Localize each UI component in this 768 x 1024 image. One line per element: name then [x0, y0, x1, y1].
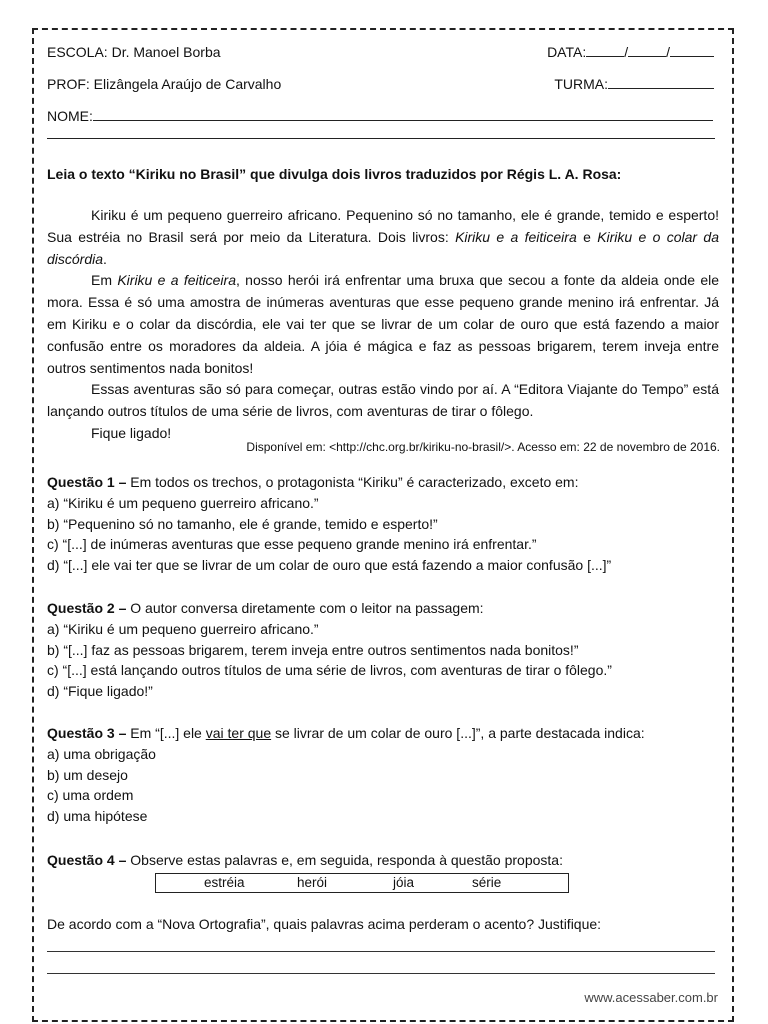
question-4-label: Questão 4 – — [47, 852, 127, 868]
date-field[interactable]: DATA: / / — [547, 43, 714, 61]
question-4-text: De acordo com a “Nova Ortografia”, quais palavras acima perderam o acento? Justifique: — [47, 916, 602, 932]
question-2-prompt: O autor conversa diretamente com o leitor na passagem: — [126, 600, 484, 616]
answer-line-1[interactable] — [47, 951, 715, 952]
class-field[interactable] — [554, 75, 714, 93]
q2-option-b[interactable]: b) “[...] faz as pessoas brigarem, terem inveja entre outros sentimentos nada bonitos!” — [47, 641, 579, 658]
question-4-prompt: Observe estas palavras e, em seguida, responda à questão proposta: — [126, 852, 563, 868]
q2-option-d[interactable]: d) “Fique ligado!” — [47, 683, 153, 700]
question-2 — [47, 598, 719, 702]
paragraph-1: Kiriku é um pequeno guerreiro africano. Pequenino só no tamanho, ele é grande, temido e esperto! Sua estréia no Brasil será por meio da Literatura. Dois livros: Kiriku e a feiticeira e Kiriku e o colar da discórdia. — [47, 207, 719, 267]
q3-option-b[interactable]: b) um desejo — [47, 766, 128, 783]
school-field: ESCOLA: Dr. Manoel Borba — [47, 44, 221, 60]
question-1-prompt: Em todos os trechos, o protagonista “Kiriku” é caracterizado, exceto em: — [126, 474, 579, 490]
source-citation: Disponível em: <http://chc.org.br/kiriku-no-brasil/>. Acesso em: 22 de novembro de 2016. — [246, 440, 720, 454]
word-2: herói — [297, 875, 328, 890]
word-4: série — [472, 875, 502, 890]
q3-option-a[interactable]: a) uma obrigação — [47, 745, 156, 762]
q3-option-d[interactable]: d) uma hipótese — [47, 808, 148, 825]
q2-option-a[interactable]: a) “Kiriku é um pequeno guerreiro africano.” — [47, 620, 319, 637]
reading-text — [47, 205, 719, 445]
class-label: TURMA: — [554, 76, 608, 92]
reading-instruction: Leia o texto “Kiriku no Brasil” que divulga dois livros traduzidos por Régis L. A. Rosa: — [47, 166, 622, 182]
paragraph-2: Em Kiriku e a feiticeira, nosso herói irá enfrentar uma bruxa que secou a fonte da aldeia onde ele mora. Essa é só uma amostra de inúmeras aventuras que esse pequeno grande menino irá enfrentar. Já em Kiriku e o colar da discórdia, ele vai ter que se livrar de um colar de ouro que está fazendo a maior confusão entre os moradores da aldeia. A jóia é mágica e faz as pessoas brigarem, terem inveja entre outros sentimentos nada bonitos! — [47, 272, 720, 376]
question-1 — [47, 472, 719, 576]
word-1: estréia — [204, 875, 245, 890]
paragraph-4: Fique ligado! — [91, 424, 172, 441]
date-label: DATA: — [547, 44, 587, 60]
word-3: jóia — [393, 875, 415, 890]
question-3-label: Questão 3 – — [47, 725, 127, 741]
word-box — [155, 873, 569, 893]
question-1-label: Questão 1 – — [47, 474, 127, 490]
name-field[interactable] — [47, 107, 715, 125]
teacher-field: PROF: Elizângela Araújo de Carvalho — [47, 76, 282, 92]
name-label: NOME: — [47, 108, 93, 124]
highlighted-phrase: vai ter que — [205, 725, 272, 741]
q2-option-c[interactable]: c) “[...] está lançando outros títulos de uma série de livros, com aventuras de tirar o fôlego.” — [47, 662, 612, 679]
footer-url: www.acessaber.com.br — [584, 990, 718, 1005]
answer-line-2[interactable] — [47, 973, 715, 974]
question-4 — [47, 850, 719, 871]
question-2-label: Questão 2 – — [47, 600, 127, 616]
header-divider — [47, 138, 715, 139]
q1-option-d[interactable]: d) “[...] ele vai ter que se livrar de um colar de ouro que está fazendo a maior confusão [...]” — [47, 557, 612, 574]
q1-option-a[interactable]: a) “Kiriku é um pequeno guerreiro africano.” — [47, 494, 319, 511]
question-3: Questão 3 – Em “[...] ele vai ter que se livrar de um colar de ouro [...]”, a parte destacada indica: a) uma obrigação b) um desejo c) uma ordem d) uma hipótese — [47, 723, 719, 827]
q1-option-b[interactable]: b) “Pequenino só no tamanho, ele é grande, temido e esperto!” — [47, 515, 438, 532]
q3-option-c[interactable]: c) uma ordem — [47, 787, 134, 804]
q1-option-c[interactable]: c) “[...] de inúmeras aventuras que esse pequeno grande menino irá enfrentar.” — [47, 536, 537, 553]
paragraph-3: Essas aventuras são só para começar, outras estão vindo por aí. A “Editora Viajante do Tempo” está lançando outros títulos de uma série de livros, com aventuras de tirar o fôlego. — [47, 381, 719, 420]
